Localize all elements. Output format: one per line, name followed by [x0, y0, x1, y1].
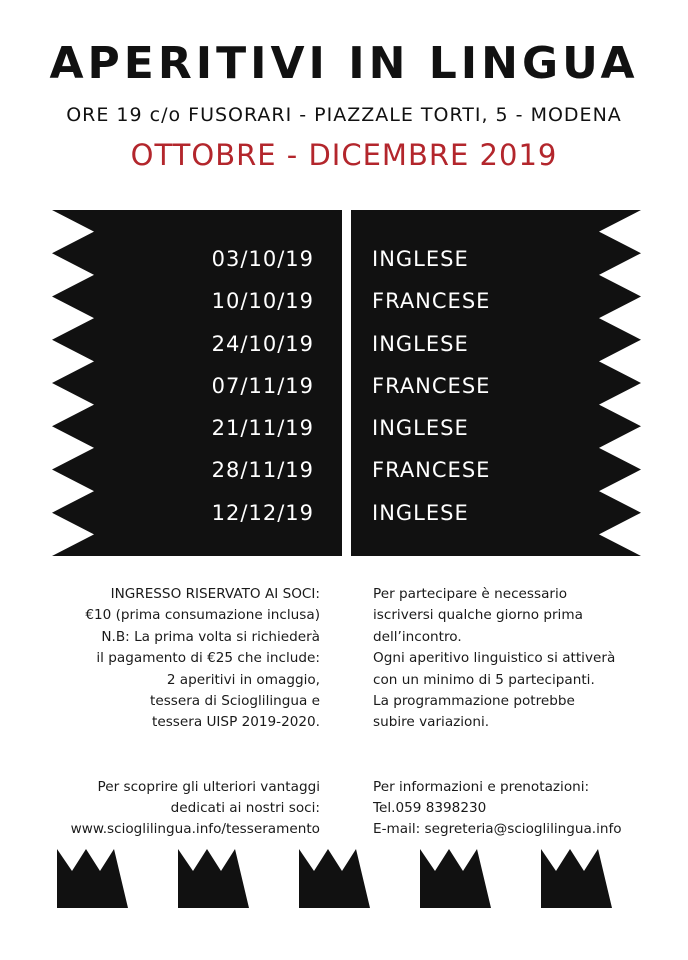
spacer	[40, 734, 320, 755]
schedule-date: 07/11/19	[211, 373, 314, 398]
schedule-language: INGLESE	[372, 247, 469, 271]
info-line: tessera UISP 2019-2020.	[152, 714, 320, 731]
crown-icon	[299, 849, 370, 908]
spacer	[373, 734, 653, 755]
schedule-date: 10/10/19	[211, 289, 314, 314]
schedule-language: INGLESE	[372, 331, 469, 356]
schedule-language: FRANCESE	[372, 373, 491, 398]
schedule-language: FRANCESE	[372, 289, 491, 314]
schedule-date: 03/10/19	[211, 247, 314, 271]
schedule-date: 28/11/19	[211, 458, 314, 483]
info-line: dell’incontro.	[373, 628, 462, 645]
schedule-dates	[160, 244, 314, 540]
venue-subtitle: ORE 19 c/o FUSORARI - PIAZZALE TORTI, 5 - MODENA	[66, 104, 622, 126]
participation-info	[373, 584, 653, 841]
info-line: €10 (prima consumazione inclusa)	[85, 607, 320, 624]
info-line: Per scoprire gli ulteriori vantaggi	[97, 778, 320, 795]
info-line: 2 aperitivi in omaggio,	[166, 671, 320, 688]
phone-number[interactable]: Tel.059 8398230	[373, 800, 487, 817]
crown-icon	[420, 849, 491, 908]
info-line: INGRESSO RISERVATO AI SOCI:	[110, 586, 320, 602]
crown-icon	[541, 849, 612, 908]
info-line: La programmazione potrebbe	[373, 693, 575, 710]
info-line: subire variazioni.	[373, 714, 490, 731]
crown-icon	[57, 849, 128, 908]
spacer	[373, 755, 653, 776]
crown-icon	[178, 849, 249, 908]
email-address[interactable]: E-mail: segreteria@scioglilingua.info	[373, 821, 622, 838]
schedule-language: INGLESE	[372, 500, 469, 525]
membership-link[interactable]: www.scioglilingua.info/tesseramento	[70, 821, 320, 838]
info-line: tessera di Scioglilingua e	[150, 693, 320, 710]
info-line: Per informazioni e prenotazioni:	[373, 778, 590, 795]
schedule-date: 12/12/19	[211, 500, 314, 525]
info-line: il pagamento di €25 che include:	[96, 650, 320, 667]
info-line: dedicati ai nostri soci:	[170, 800, 320, 817]
schedule-date: 21/11/19	[211, 416, 314, 441]
info-line: iscriversi qualche giorno prima	[373, 607, 583, 624]
crown-decoration-row	[0, 846, 688, 916]
schedule-languages	[372, 244, 572, 540]
spacer	[40, 755, 320, 776]
info-line: Ogni aperitivo linguistico si attiverà	[373, 650, 616, 667]
poster-title: APERITIVI IN LINGUA	[49, 38, 639, 89]
membership-info	[40, 584, 320, 841]
schedule-date: 24/10/19	[211, 331, 314, 356]
schedule-language: INGLESE	[372, 416, 469, 441]
info-line: N.B: La prima volta si richiederà	[101, 628, 320, 645]
schedule-language: FRANCESE	[372, 458, 491, 483]
period-heading: OTTOBRE - DICEMBRE 2019	[130, 138, 558, 172]
info-line: Per partecipare è necessario	[373, 586, 568, 602]
info-line: con un minimo di 5 partecipanti.	[373, 671, 595, 688]
